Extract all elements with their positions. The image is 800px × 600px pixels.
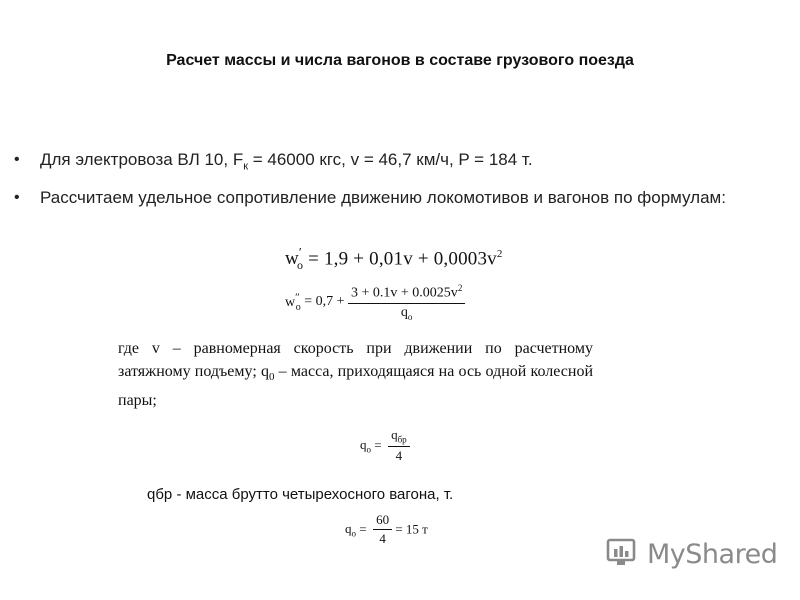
bullet-text: Рассчитаем удельное сопротивление движению локомотивов и вагонов по формулам: — [40, 188, 726, 208]
formula-rhs: = 0,7 + — [300, 294, 345, 310]
formula-fraction — [388, 427, 410, 464]
bullet-list — [14, 148, 774, 218]
watermark-text: MyShared — [647, 538, 778, 570]
bullet-dot-icon: • — [14, 151, 20, 168]
formula-result: = 15 т — [392, 521, 428, 537]
formula-lhs: $q_o$ — [345, 520, 356, 539]
formula-lhs: $w''_o$ — [285, 291, 301, 313]
bullet-suffix: = 46000 кгс, v = 46,7 км/ч, P = 184 т. — [248, 150, 533, 169]
fraction-denominator: 4 — [395, 447, 403, 463]
fraction-numerator: $3 + 0.1v + 0.0025v^2$ — [348, 283, 465, 304]
fraction-denominator: $q_o$ — [400, 304, 413, 322]
bullet-dot-icon: • — [14, 189, 20, 207]
formula-exponent: 2 — [496, 248, 503, 260]
fraction-numerator: $q_{бр}$ — [388, 427, 410, 447]
formula-wagon-resistance — [285, 283, 465, 321]
formula-fraction — [373, 512, 392, 547]
formula-lhs: $w'_o$ — [285, 245, 304, 273]
formula-axle-load-result — [345, 512, 428, 547]
slide-title: Расчет массы и числа вагонов в составе грузового поезда — [166, 52, 634, 69]
gross-mass-note: qбр - масса брутто четырехосного вагона, т. — [147, 486, 454, 503]
fraction-denominator: 4 — [379, 531, 386, 546]
formula-equals: = — [356, 521, 370, 537]
formula-locomotive-resistance — [285, 245, 503, 273]
formula-equals: = — [371, 437, 385, 453]
bullet-item — [14, 148, 774, 178]
formula-lhs: $q_o$ — [360, 436, 371, 455]
bullet-item — [14, 186, 774, 210]
formula-rhs: = 1,9 + 0,01v + 0,0003v — [303, 248, 497, 270]
formula-fraction — [348, 283, 465, 321]
fraction-numerator: 60 — [373, 512, 392, 530]
myshared-logo-icon — [605, 536, 641, 573]
bullet-sub: к — [243, 160, 249, 173]
myshared-watermark — [605, 536, 777, 572]
explanation-text: где v – равномерная скорость при движении по расчетному затяжному подъему; $q_0$ – масса, приходящаяся на ось одной колесной пары; — [118, 340, 594, 410]
formula-axle-load — [360, 427, 410, 464]
bullet-prefix: Для электровоза ВЛ 10, F — [40, 150, 244, 169]
